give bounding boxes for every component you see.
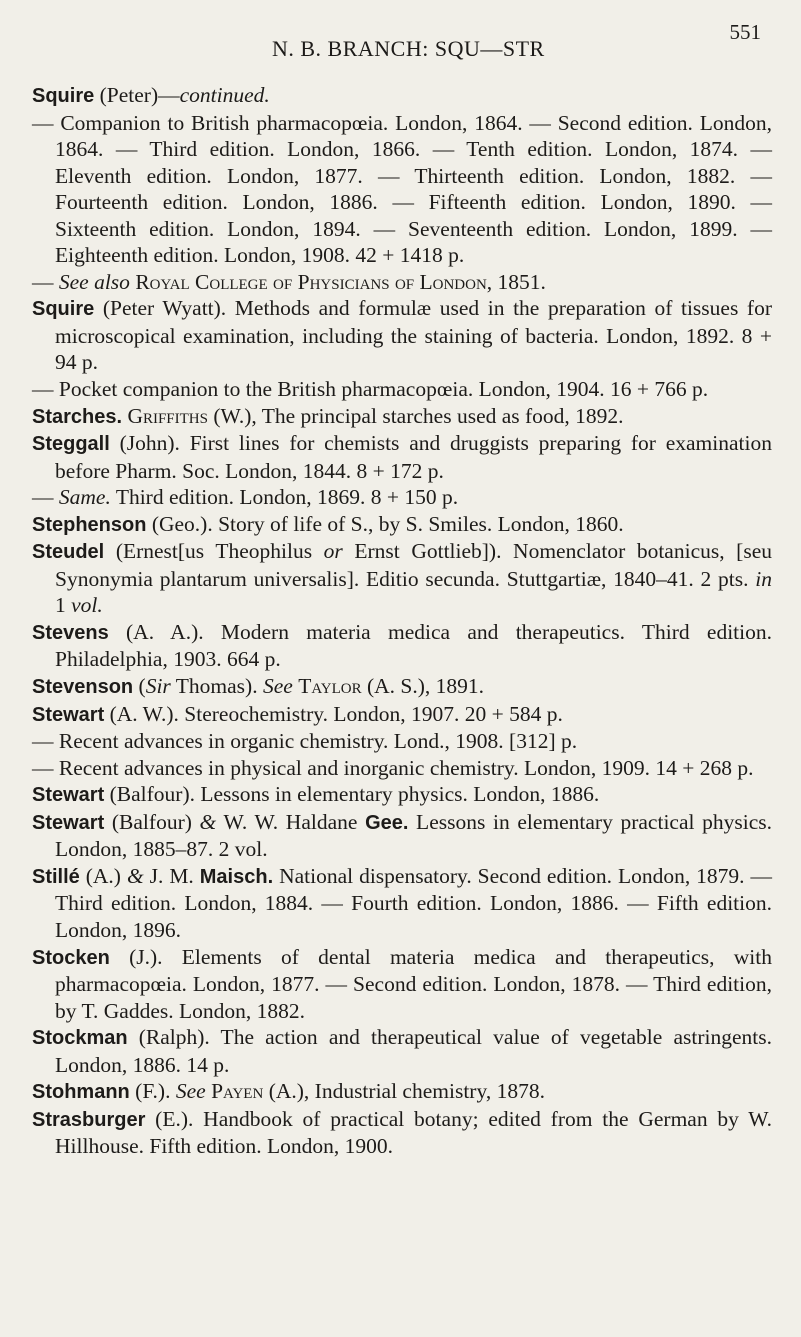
entry-italic: See	[262, 674, 293, 699]
entry-stewart-gee	[32, 809, 772, 863]
entry-heading: Strasburger	[32, 1108, 146, 1131]
entry-text: — Pocket companion to the British pharmacopœia. London, 1904. 16 + 766 p.	[32, 377, 709, 402]
running-head: N. B. BRANCH: SQU—STR	[272, 36, 545, 61]
entry-stille-maisch	[32, 863, 772, 944]
entry-italic: See also	[58, 269, 130, 294]
entry-text: (Ernest[us Theophilus	[104, 539, 324, 564]
entry-text: (A. S.), 1891.	[361, 674, 485, 699]
entry-text: , 1851.	[486, 269, 546, 294]
entry-steggall-same	[32, 484, 772, 511]
entry-stockman	[32, 1024, 772, 1078]
entry-italic: continued.	[179, 83, 270, 107]
entry-text: Ernst Gottlieb]). Nomenclator botanicus, [seu Synonymia plantarum universalis]. Editio secunda. Stuttgartiæ, 1840–41. 2 pts.	[55, 539, 772, 591]
entry-text: —	[32, 269, 59, 294]
entry-text: (J.). Elements of dental materia medica and therapeutics, with pharmacopœia. London, 1877. — Second edition. London, 1878. — Third edition, by T. Gaddes. London, 1882.	[55, 944, 772, 1023]
entry-heading: Stevens	[32, 621, 109, 644]
entry-text: —	[32, 485, 59, 510]
entry-italic: &	[126, 863, 144, 888]
entry-heading: Steudel	[32, 541, 105, 564]
entry-italic: Same.	[58, 485, 111, 510]
entry-text: National dispensatory. Second edition. London, 1879. — Third edition. London, 1884. — Fourth edition. London, 1886. — Fifth edition. London, 1896.	[55, 863, 772, 942]
entry-stephenson	[32, 511, 772, 539]
entry-italic: vol.	[71, 593, 103, 618]
entry-stewart-organic	[32, 728, 772, 755]
entry-strasburger	[32, 1106, 772, 1160]
entry-heading-secondary: Gee.	[365, 811, 409, 834]
entry-heading: Stockman	[32, 1027, 128, 1050]
entry-text: (Balfour). Lessons in elementary physics. London, 1886.	[104, 782, 600, 807]
entry-heading: Stephenson	[32, 513, 147, 536]
entry-heading: Stohmann	[32, 1081, 130, 1104]
entry-text: (Peter)—	[94, 83, 180, 107]
entry-stohmann	[32, 1078, 772, 1106]
entry-heading: Squire	[32, 298, 95, 321]
entry-text: — Recent advances in physical and inorganic chemistry. London, 1909. 14 + 268 p.	[32, 755, 754, 780]
entry-italic: or	[323, 539, 343, 564]
entry-squire-companion	[32, 110, 772, 269]
entry-italic: See	[175, 1079, 206, 1104]
entry-squire-pocket	[32, 376, 772, 403]
entry-text: 1	[55, 593, 72, 618]
entry-heading: Starches.	[32, 405, 123, 428]
entry-steudel	[32, 538, 772, 619]
entry-text: (A. W.). Stereochemistry. London, 1907. 20 + 584 p.	[104, 701, 563, 726]
entry-stevens	[32, 619, 772, 673]
page-number: 551	[729, 20, 761, 44]
entry-heading: Stocken	[32, 946, 110, 969]
entry-italic: &	[199, 809, 217, 834]
entry-text: — Recent advances in organic chemistry. Lond., 1908. [312] p.	[32, 729, 578, 754]
entry-text: (A. A.). Modern materia medica and therapeutics. Third edition. Philadelphia, 1903. 664 p.	[55, 619, 772, 672]
entry-cross-reference: Taylor	[298, 674, 362, 699]
entry-text: (A.), Industrial chemistry, 1878.	[263, 1079, 545, 1104]
entry-stewart-balfour	[32, 781, 772, 809]
entry-squire-see-also	[32, 269, 772, 296]
entry-starches	[32, 403, 772, 431]
entry-text: Lessons in elementary practical physics. London, 1885–87. 2 vol.	[55, 809, 772, 862]
entry-heading: Steggall	[32, 433, 110, 456]
entry-text: Third edition. London, 1869. 8 + 150 p.	[110, 485, 459, 510]
entry-text: (A.)	[79, 863, 127, 888]
entry-heading: Stewart	[32, 784, 105, 807]
entry-cross-reference: Griffiths	[127, 403, 208, 428]
entry-text: (Balfour)	[104, 809, 200, 834]
entry-italic: in	[755, 566, 772, 591]
entry-text: (Peter Wyatt). Methods and formulæ used in the preparation of tissues for microscopical examination, including the staining of bacteria. London, 1892. 8 + 94 p.	[55, 296, 772, 375]
entry-heading: Stewart	[32, 703, 105, 726]
entry-list	[32, 82, 772, 1160]
entry-steggall	[32, 430, 772, 484]
page-header	[0, 20, 801, 66]
entry-text: (Geo.). Story of life of S., by S. Smiles. London, 1860.	[146, 511, 624, 536]
entry-cross-reference: Royal College of Physicians of London	[135, 269, 487, 294]
entry-stewart-aw	[32, 701, 772, 729]
entry-heading: Stevenson	[32, 676, 134, 699]
entry-text: (	[133, 674, 146, 699]
entry-heading: Stewart	[32, 811, 105, 834]
entry-text: — Companion to British pharmacopœia. London, 1864. — Second edition. London, 1864. — Third edition. London, 1866. — Tenth edition. London, 1874. — Eleventh edition. London, 1877. — Thirteenth edition. London, 1882. — Fourteenth edition. London, 1886. — Fifteenth edition. London, 1890. — Sixteenth edition. London, 1894. — Seventeenth edition. London, 1899. — Eighteenth edition. London, 1908. 42 + 1418 p.	[32, 110, 772, 268]
entry-heading: Squire	[32, 85, 95, 107]
entry-text: Thomas).	[170, 674, 263, 699]
entry-stocken	[32, 944, 772, 1025]
entry-stevenson	[32, 673, 772, 701]
entry-cross-reference: Payen	[211, 1079, 264, 1104]
entry-squire-wyatt	[32, 295, 772, 376]
entry-heading: Stillé	[32, 865, 80, 888]
entry-heading-secondary: Maisch.	[199, 865, 274, 888]
entry-text: (W.), The principal starches used as food, 1892.	[207, 403, 624, 428]
entry-text: J. M.	[143, 863, 200, 888]
entry-text: W. W. Haldane	[216, 809, 366, 834]
entry-squire-peter	[32, 82, 772, 110]
entry-text: (F.).	[129, 1079, 176, 1104]
entry-text: (Ralph). The action and therapeutical value of vegetable astringents. London, 1886. 14 p.	[55, 1025, 772, 1077]
entry-text: (John). First lines for chemists and druggists preparing for examination before Pharm. Soc. London, 1844. 8 + 172 p.	[55, 431, 772, 483]
entry-italic: Sir	[145, 674, 171, 699]
entry-text: (E.). Handbook of practical botany; edited from the German by W. Hillhouse. Fifth edition. London, 1900.	[55, 1106, 772, 1159]
entry-stewart-physical	[32, 755, 772, 782]
